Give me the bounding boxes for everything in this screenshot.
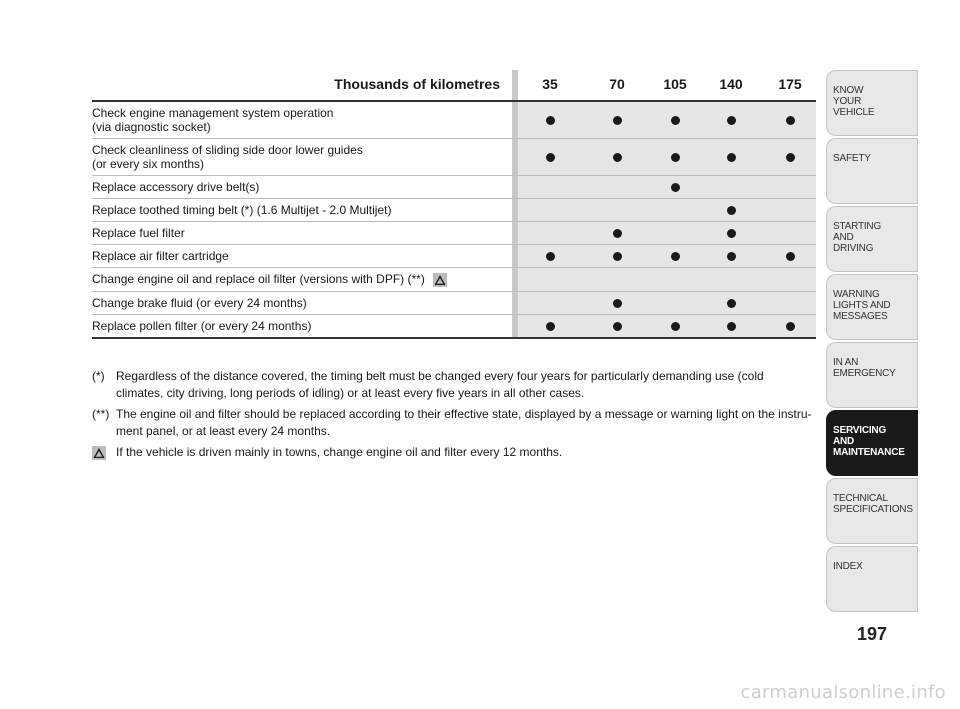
chapter-tab-warning-lights-and-messages[interactable] bbox=[826, 274, 918, 340]
chapter-tab-label: EMERGENCY bbox=[833, 368, 896, 379]
row-label-line: Check engine management system operation bbox=[92, 106, 334, 120]
chapter-tab-label: DRIVING bbox=[833, 243, 874, 254]
service-dot-70 bbox=[613, 153, 622, 162]
row-label bbox=[92, 199, 502, 221]
schedule-column-shading bbox=[518, 292, 816, 314]
chapter-tab-servicing-and-maintenance[interactable] bbox=[826, 410, 918, 476]
footnotes bbox=[92, 368, 814, 465]
chapter-tab-know-your-vehicle[interactable] bbox=[826, 70, 918, 136]
chapter-tab-label: KNOW bbox=[833, 85, 864, 96]
chapter-tab-label: MAINTENANCE bbox=[833, 447, 905, 458]
row-label-line: Change engine oil and replace oil filter (versions with DPF) (**) bbox=[92, 272, 425, 286]
header-title: Thousands of kilometres bbox=[334, 76, 500, 92]
chapter-tab-label: LIGHTS AND bbox=[833, 300, 891, 311]
schedule-column-shading bbox=[518, 102, 816, 138]
chapter-tab-label: SPECIFICATIONS bbox=[833, 504, 913, 515]
row-label bbox=[92, 176, 502, 198]
column-separator bbox=[512, 139, 518, 175]
service-dot-105 bbox=[671, 252, 680, 261]
footnote-marker: (*) bbox=[92, 369, 105, 383]
warning-triangle-icon bbox=[433, 273, 447, 287]
column-separator bbox=[512, 315, 518, 337]
table-row bbox=[92, 176, 816, 199]
service-dot-70 bbox=[613, 299, 622, 308]
row-label-line: (via diagnostic socket) bbox=[92, 120, 211, 134]
service-dot-175 bbox=[786, 322, 795, 331]
chapter-tab-label: AND bbox=[833, 436, 855, 447]
row-label-line: Replace air filter cartridge bbox=[92, 249, 229, 263]
service-dot-175 bbox=[786, 153, 795, 162]
km-column-105: 105 bbox=[663, 76, 687, 92]
table-row bbox=[92, 315, 816, 339]
service-dot-175 bbox=[786, 252, 795, 261]
schedule-column-shading bbox=[518, 199, 816, 221]
footnote bbox=[92, 444, 814, 461]
km-column-140: 140 bbox=[719, 76, 743, 92]
service-dot-35 bbox=[546, 153, 555, 162]
chapter-tab-label: SAFETY bbox=[833, 153, 871, 164]
column-separator bbox=[512, 102, 518, 138]
footnote-text: Regardless of the distance covered, the timing belt must be changed every four years for particularly demanding use (cold climates, city driving, long periods of idling) or at least every five years in all other cases. bbox=[116, 369, 764, 400]
chapter-tab-label: INDEX bbox=[833, 561, 863, 572]
maintenance-schedule-table bbox=[92, 70, 816, 339]
table-row bbox=[92, 102, 816, 139]
chapter-tab-label: YOUR bbox=[833, 96, 862, 107]
row-label-line: Replace toothed timing belt (*) (1.6 Multijet - 2.0 Multijet) bbox=[92, 203, 392, 217]
column-separator bbox=[512, 222, 518, 244]
service-dot-70 bbox=[613, 116, 622, 125]
column-separator bbox=[512, 292, 518, 314]
row-label bbox=[92, 102, 502, 138]
row-label bbox=[92, 245, 502, 267]
column-separator bbox=[512, 199, 518, 221]
row-label-line: Replace accessory drive belt(s) bbox=[92, 180, 260, 194]
chapter-tab-safety[interactable] bbox=[826, 138, 918, 204]
service-dot-140 bbox=[727, 116, 736, 125]
table-row bbox=[92, 292, 816, 315]
row-label-line: (or every six months) bbox=[92, 157, 205, 171]
service-dot-140 bbox=[727, 322, 736, 331]
service-dot-140 bbox=[727, 229, 736, 238]
service-dot-35 bbox=[546, 116, 555, 125]
footnote-text: If the vehicle is driven mainly in towns, change engine oil and filter every 12 months. bbox=[116, 445, 563, 459]
page-number: 197 bbox=[856, 624, 888, 644]
chapter-tab-label: SERVICING bbox=[833, 425, 887, 436]
row-label-line: Check cleanliness of sliding side door lower guides bbox=[92, 143, 363, 157]
table-row bbox=[92, 222, 816, 245]
row-label bbox=[92, 292, 502, 314]
table-row bbox=[92, 268, 816, 292]
row-label-line: Replace fuel filter bbox=[92, 226, 185, 240]
chapter-tab-label: WARNING bbox=[833, 289, 880, 300]
chapter-tab-label: STARTING bbox=[833, 221, 882, 232]
service-dot-105 bbox=[671, 183, 680, 192]
km-column-175: 175 bbox=[778, 76, 802, 92]
service-dot-175 bbox=[786, 116, 795, 125]
table-body bbox=[92, 102, 816, 339]
table-header bbox=[92, 70, 816, 102]
service-dot-140 bbox=[727, 299, 736, 308]
row-label bbox=[92, 315, 502, 337]
warning-triangle-icon bbox=[92, 446, 106, 460]
service-dot-70 bbox=[613, 322, 622, 331]
watermark: carmanualsonline.info bbox=[740, 682, 946, 703]
row-label bbox=[92, 139, 502, 175]
chapter-tab-label: AND bbox=[833, 232, 854, 243]
chapter-tab-label: MESSAGES bbox=[833, 311, 888, 322]
schedule-column-shading bbox=[518, 222, 816, 244]
service-dot-70 bbox=[613, 252, 622, 261]
service-dot-140 bbox=[727, 206, 736, 215]
service-dot-35 bbox=[546, 322, 555, 331]
service-dot-70 bbox=[613, 229, 622, 238]
chapter-tab-index[interactable] bbox=[826, 546, 918, 612]
row-label-line: Change brake fluid (or every 24 months) bbox=[92, 295, 307, 310]
chapter-tab-label: TECHNICAL bbox=[833, 493, 888, 504]
schedule-column-shading bbox=[518, 315, 816, 337]
service-dot-140 bbox=[727, 153, 736, 162]
chapter-tab-label: VEHICLE bbox=[833, 107, 875, 118]
row-label-line: Replace pollen filter (or every 24 months) bbox=[92, 318, 312, 333]
service-dot-105 bbox=[671, 153, 680, 162]
schedule-column-shading bbox=[518, 176, 816, 198]
chapter-tab-in-an-emergency[interactable] bbox=[826, 342, 918, 408]
row-label bbox=[92, 268, 502, 291]
schedule-column-shading bbox=[518, 245, 816, 267]
schedule-column-shading bbox=[518, 268, 816, 291]
column-separator bbox=[512, 176, 518, 198]
table-row bbox=[92, 199, 816, 222]
chapter-tab-starting-and-driving[interactable] bbox=[826, 206, 918, 272]
footnote-text: The engine oil and filter should be replaced according to their effective state, displayed by a message or warning light on the instru-ment panel, or at least every 24 months. bbox=[116, 407, 812, 438]
schedule-column-shading bbox=[518, 139, 816, 175]
chapter-tab-technical-specifications[interactable] bbox=[826, 478, 918, 544]
service-dot-105 bbox=[671, 322, 680, 331]
footnote-marker: (**) bbox=[92, 407, 110, 421]
footnote-icon bbox=[92, 444, 106, 461]
chapter-tab-label: IN AN bbox=[833, 357, 859, 368]
service-dot-140 bbox=[727, 252, 736, 261]
table-row bbox=[92, 245, 816, 268]
column-separator bbox=[512, 268, 518, 291]
row-label bbox=[92, 222, 502, 244]
chapter-tabs bbox=[826, 70, 918, 614]
column-separator bbox=[512, 245, 518, 267]
table-row bbox=[92, 139, 816, 176]
km-column-70: 70 bbox=[609, 76, 625, 92]
service-dot-35 bbox=[546, 252, 555, 261]
column-separator bbox=[512, 70, 518, 100]
service-dot-105 bbox=[671, 116, 680, 125]
km-column-35: 35 bbox=[542, 76, 558, 92]
footnote bbox=[92, 368, 814, 402]
footnote bbox=[92, 406, 814, 440]
